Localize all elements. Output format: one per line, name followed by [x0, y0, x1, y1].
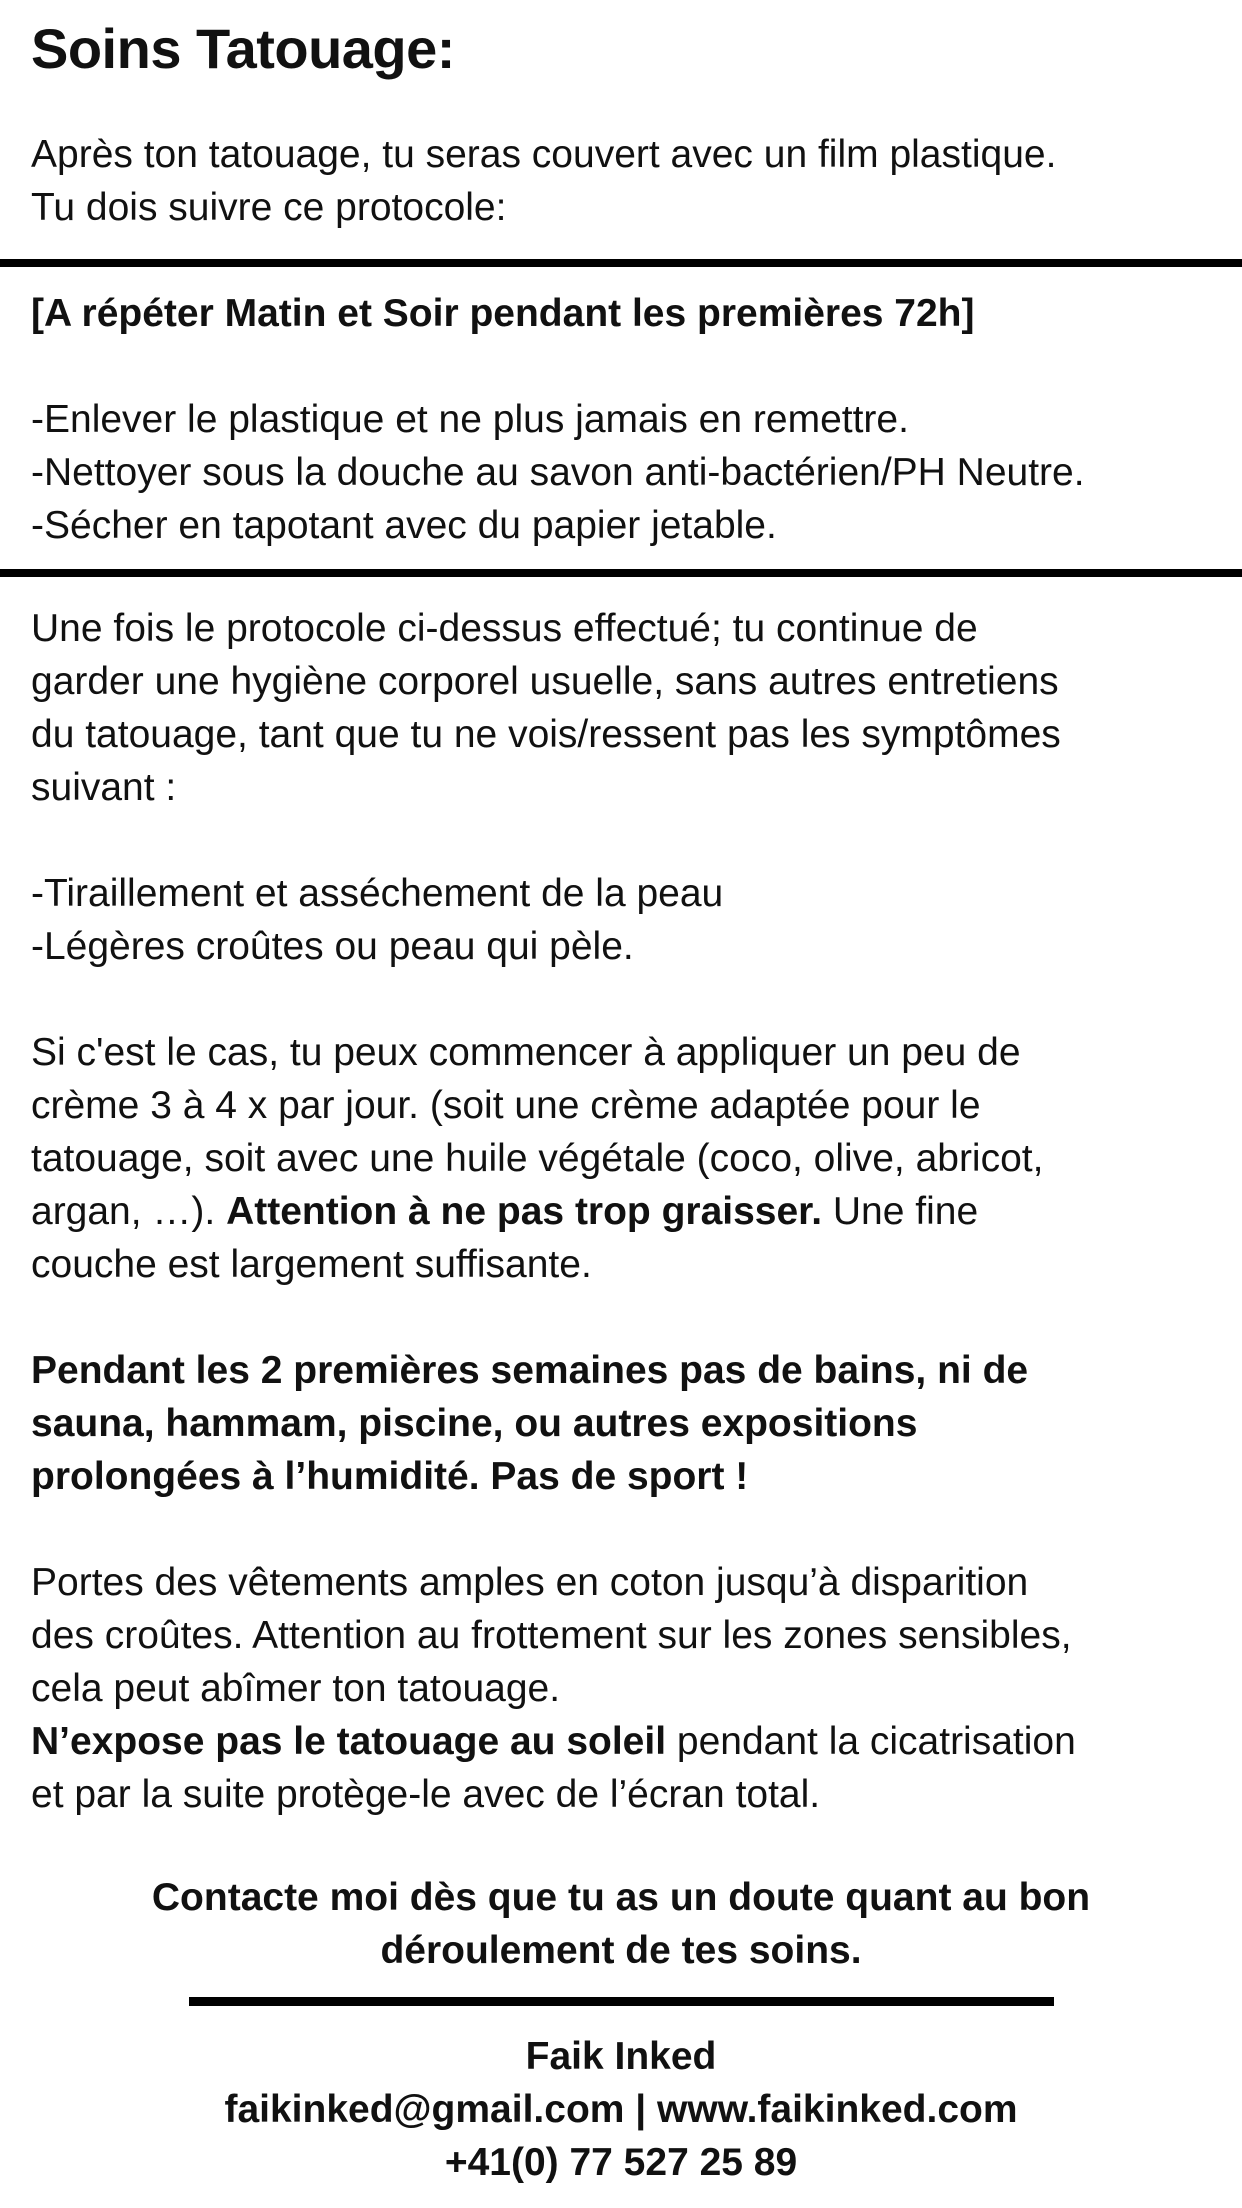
protocol-section — [31, 287, 1221, 552]
intro-line: Tu dois suivre ce protocole: — [31, 186, 507, 229]
symptom-item: -Tiraillement et asséchement de la peau — [31, 872, 724, 915]
contact-email-website[interactable]: faikinked@gmail.com | www.faikinked.com — [224, 2088, 1018, 2131]
footer-divider — [189, 1997, 1054, 2006]
warning-line: prolongées à l’humidité. Pas de sport ! — [31, 1455, 749, 1498]
phone-number[interactable]: +41(0) 77 527 25 89 — [444, 2141, 798, 2184]
studio-name: Faik Inked — [525, 2035, 717, 2078]
sun-line: et par la suite protège-le avec de l’écran total. — [31, 1773, 821, 1816]
aftercare-line: du tatouage, tant que tu ne vois/ressent pas les symptômes — [31, 713, 1061, 756]
page-title: Soins Tatouage: — [31, 17, 455, 80]
protocol-step: -Sécher en tapotant avec du papier jetable. — [31, 504, 777, 547]
warning-line: sauna, hammam, piscine, ou autres expositions — [31, 1402, 918, 1445]
spacer — [31, 814, 1221, 867]
aftercare-line: suivant : — [31, 766, 177, 809]
footer — [0, 2030, 1242, 2189]
symptom-item: -Légères croûtes ou peau qui pèle. — [31, 925, 634, 968]
protocol-heading: [A répéter Matin et Soir pendant les premières 72h] — [31, 292, 975, 335]
aftercare-line: garder une hygiène corporel usuelle, sans autres entretiens — [31, 660, 1059, 703]
sun-line — [31, 1715, 1221, 1768]
spacer — [31, 973, 1221, 1026]
aftercare-line: Une fois le protocole ci-dessus effectué; tu continue de — [31, 607, 978, 650]
spacer — [31, 1503, 1221, 1556]
cream-text: Une fine — [822, 1190, 979, 1233]
top-divider — [0, 259, 1242, 267]
protocol-step: -Enlever le plastique et ne plus jamais en remettre. — [31, 398, 909, 441]
spacer — [31, 1291, 1221, 1344]
aftercare-section — [31, 602, 1221, 1821]
cream-line — [31, 1185, 1221, 1238]
clothing-line: cela peut abîmer ton tatouage. — [31, 1667, 561, 1710]
clothing-line: Portes des vêtements amples en coton jusqu’à disparition — [31, 1561, 1029, 1604]
sun-warning: N’expose pas le tatouage au soleil — [31, 1720, 667, 1763]
contact-message — [0, 1871, 1242, 1977]
warning-line: Pendant les 2 premières semaines pas de bains, ni de — [31, 1349, 1029, 1392]
sun-text: pendant la cicatrisation — [666, 1720, 1076, 1763]
cream-line: Si c'est le cas, tu peux commencer à appliquer un peu de — [31, 1031, 1021, 1074]
cream-line: crème 3 à 4 x par jour. (soit une crème adaptée pour le — [31, 1084, 981, 1127]
protocol-step: -Nettoyer sous la douche au savon anti-bactérien/PH Neutre. — [31, 451, 1085, 494]
cream-line: tatouage, soit avec une huile végétale (coco, olive, abricot, — [31, 1137, 1044, 1180]
intro-line: Après ton tatouage, tu seras couvert avec un film plastique. — [31, 133, 1057, 176]
contact-line: Contacte moi dès que tu as un doute quant au bon — [151, 1876, 1091, 1919]
clothing-line: des croûtes. Attention au frottement sur les zones sensibles, — [31, 1614, 1072, 1657]
spacer — [31, 340, 1221, 393]
cream-line: couche est largement suffisante. — [31, 1243, 592, 1286]
intro-text — [31, 128, 1221, 234]
cream-text: argan, …). — [31, 1190, 227, 1233]
grease-warning: Attention à ne pas trop graisser. — [226, 1190, 823, 1233]
contact-line: déroulement de tes soins. — [380, 1929, 862, 1972]
middle-divider — [0, 569, 1242, 577]
